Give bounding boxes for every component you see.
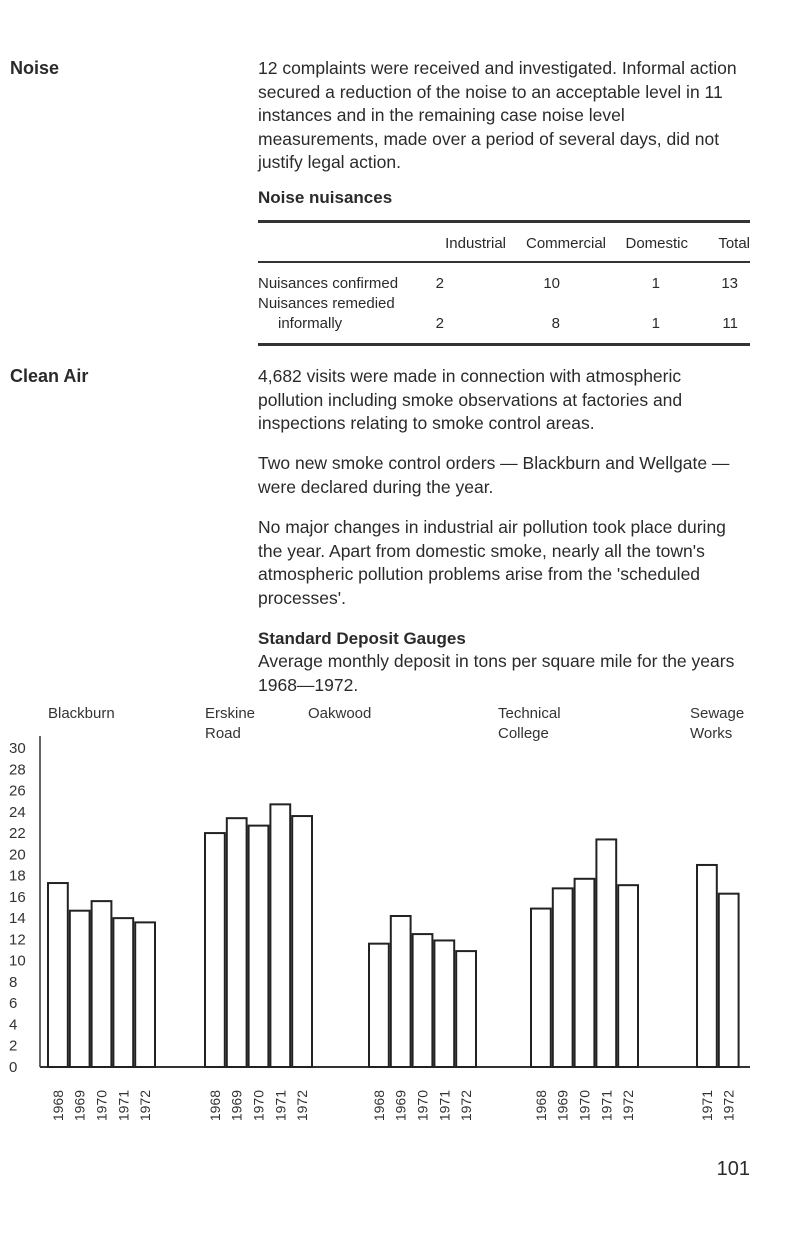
table-header-domestic: Domestic bbox=[625, 235, 688, 252]
y-tick-label: 18 bbox=[9, 867, 26, 885]
bar bbox=[719, 894, 739, 1067]
x-tick-label: 1970 bbox=[576, 1090, 593, 1122]
cell-industrial: 2 bbox=[435, 274, 444, 292]
y-tick-label: 8 bbox=[9, 973, 18, 991]
x-tick-label: 1969 bbox=[554, 1090, 571, 1122]
bar bbox=[391, 916, 411, 1067]
cell-total: 11 bbox=[722, 314, 738, 332]
x-tick-label: 1972 bbox=[620, 1090, 637, 1122]
table-header-row bbox=[258, 222, 750, 263]
table-row bbox=[258, 262, 750, 293]
x-tick-label: 1972 bbox=[720, 1090, 737, 1122]
y-tick-label: 22 bbox=[9, 825, 26, 843]
x-tick-label: 1969 bbox=[71, 1090, 88, 1122]
table-row bbox=[258, 293, 750, 313]
cell-domestic: 1 bbox=[651, 274, 660, 292]
x-tick-label: 1969 bbox=[392, 1090, 409, 1122]
y-tick-label: 24 bbox=[9, 803, 26, 821]
deposit-gauges-chart bbox=[0, 690, 800, 1130]
x-tick-label: 1968 bbox=[532, 1090, 549, 1122]
x-tick-label: 1971 bbox=[272, 1090, 289, 1122]
clean-air-paragraph-2: Two new smoke control orders — Blackburn and Wellgate — were declared during the year. bbox=[258, 453, 730, 497]
x-tick-label: 1968 bbox=[206, 1090, 223, 1122]
bar bbox=[205, 833, 225, 1067]
row-label: Nuisances confirmed bbox=[258, 274, 399, 292]
row-label-continued: informally bbox=[278, 314, 343, 332]
y-tick-label: 2 bbox=[9, 1037, 18, 1055]
cell-commercial: 8 bbox=[551, 314, 560, 332]
x-tick-label: 1972 bbox=[137, 1090, 154, 1122]
gauges-caption: Average monthly deposit in tons per square mile for the years 1968—1972. bbox=[258, 651, 735, 695]
group-label: Technical bbox=[498, 705, 561, 722]
group-label: Road bbox=[205, 725, 241, 742]
bar bbox=[618, 885, 638, 1067]
bar bbox=[434, 940, 454, 1067]
y-tick-label: 16 bbox=[9, 888, 26, 906]
y-tick-label: 0 bbox=[9, 1059, 18, 1076]
page-number: 101 bbox=[716, 1158, 750, 1180]
bar bbox=[227, 818, 247, 1067]
table-header-commercial: Commercial bbox=[525, 235, 606, 252]
y-tick-label: 20 bbox=[9, 846, 26, 864]
group-label: Blackburn bbox=[48, 705, 115, 722]
y-tick-label: 4 bbox=[9, 1016, 18, 1034]
bar bbox=[135, 922, 155, 1067]
x-tick-label: 1972 bbox=[294, 1090, 311, 1122]
y-tick-label: 26 bbox=[9, 782, 26, 800]
bar bbox=[70, 911, 90, 1067]
x-tick-label: 1971 bbox=[698, 1090, 715, 1122]
x-tick-label: 1969 bbox=[228, 1090, 245, 1122]
bar bbox=[456, 951, 476, 1067]
noise-table-title: Noise nuisances bbox=[258, 188, 393, 207]
bar bbox=[292, 816, 312, 1067]
clean-air-heading: Clean Air bbox=[10, 366, 89, 386]
noise-nuisances-table bbox=[258, 220, 750, 346]
bar bbox=[113, 918, 133, 1067]
gauges-title: Standard Deposit Gauges bbox=[258, 629, 466, 648]
x-tick-label: 1968 bbox=[49, 1090, 66, 1122]
y-tick-label: 14 bbox=[9, 910, 26, 928]
bar bbox=[575, 879, 595, 1067]
x-tick-label: 1968 bbox=[370, 1090, 387, 1122]
clean-air-paragraph-3: No major changes in industrial air pollution took place during the year. Apart from domestic smoke, nearly all the town's atmospheric pollution problems arise from the 'scheduled processes'. bbox=[258, 517, 726, 608]
table-row bbox=[258, 313, 750, 345]
table-header-total: Total bbox=[718, 235, 750, 252]
bar bbox=[270, 804, 290, 1067]
x-tick-label: 1971 bbox=[115, 1090, 132, 1122]
x-tick-label: 1970 bbox=[414, 1090, 431, 1122]
y-tick-label: 6 bbox=[9, 995, 18, 1013]
group-label: Erskine bbox=[205, 705, 256, 722]
group-label: Sewage bbox=[690, 705, 745, 722]
noise-heading: Noise bbox=[10, 58, 60, 78]
y-tick-label: 28 bbox=[9, 761, 26, 779]
y-tick-label: 10 bbox=[9, 952, 26, 970]
x-tick-label: 1972 bbox=[458, 1090, 475, 1122]
noise-paragraph: 12 complaints were received and investigated. Informal action secured a reduction of the noise to an acceptable level in 11 instances and in the remaining case noise level measurements, made over a period of several days, did not justify legal action. bbox=[258, 58, 737, 172]
bar bbox=[249, 826, 269, 1067]
cell-commercial: 10 bbox=[543, 274, 560, 292]
cell-total: 13 bbox=[721, 274, 738, 292]
table-header-industrial: Industrial bbox=[445, 235, 506, 252]
y-tick-label: 12 bbox=[9, 931, 26, 949]
bar bbox=[596, 839, 616, 1067]
x-tick-label: 1970 bbox=[250, 1090, 267, 1122]
bar bbox=[413, 934, 433, 1067]
group-label: Works bbox=[690, 725, 733, 742]
bar bbox=[48, 883, 68, 1067]
group-label: College bbox=[498, 725, 549, 742]
bar bbox=[531, 909, 551, 1067]
clean-air-paragraph-1: 4,682 visits were made in connection with atmospheric pollution including smoke observations at factories and inspections relating to smoke control areas. bbox=[258, 366, 683, 433]
y-tick-label: 30 bbox=[9, 740, 26, 757]
cell-domestic: 1 bbox=[651, 314, 660, 332]
bar bbox=[369, 944, 389, 1067]
row-label: Nuisances remedied bbox=[258, 294, 395, 312]
group-label: Oakwood bbox=[308, 705, 372, 722]
bar bbox=[697, 865, 717, 1067]
bar bbox=[553, 888, 573, 1067]
bar bbox=[92, 901, 112, 1067]
table-header-blank bbox=[258, 222, 426, 263]
x-tick-label: 1970 bbox=[93, 1090, 110, 1122]
cell-industrial: 2 bbox=[435, 314, 444, 332]
x-tick-label: 1971 bbox=[436, 1090, 453, 1122]
x-tick-label: 1971 bbox=[598, 1090, 615, 1122]
